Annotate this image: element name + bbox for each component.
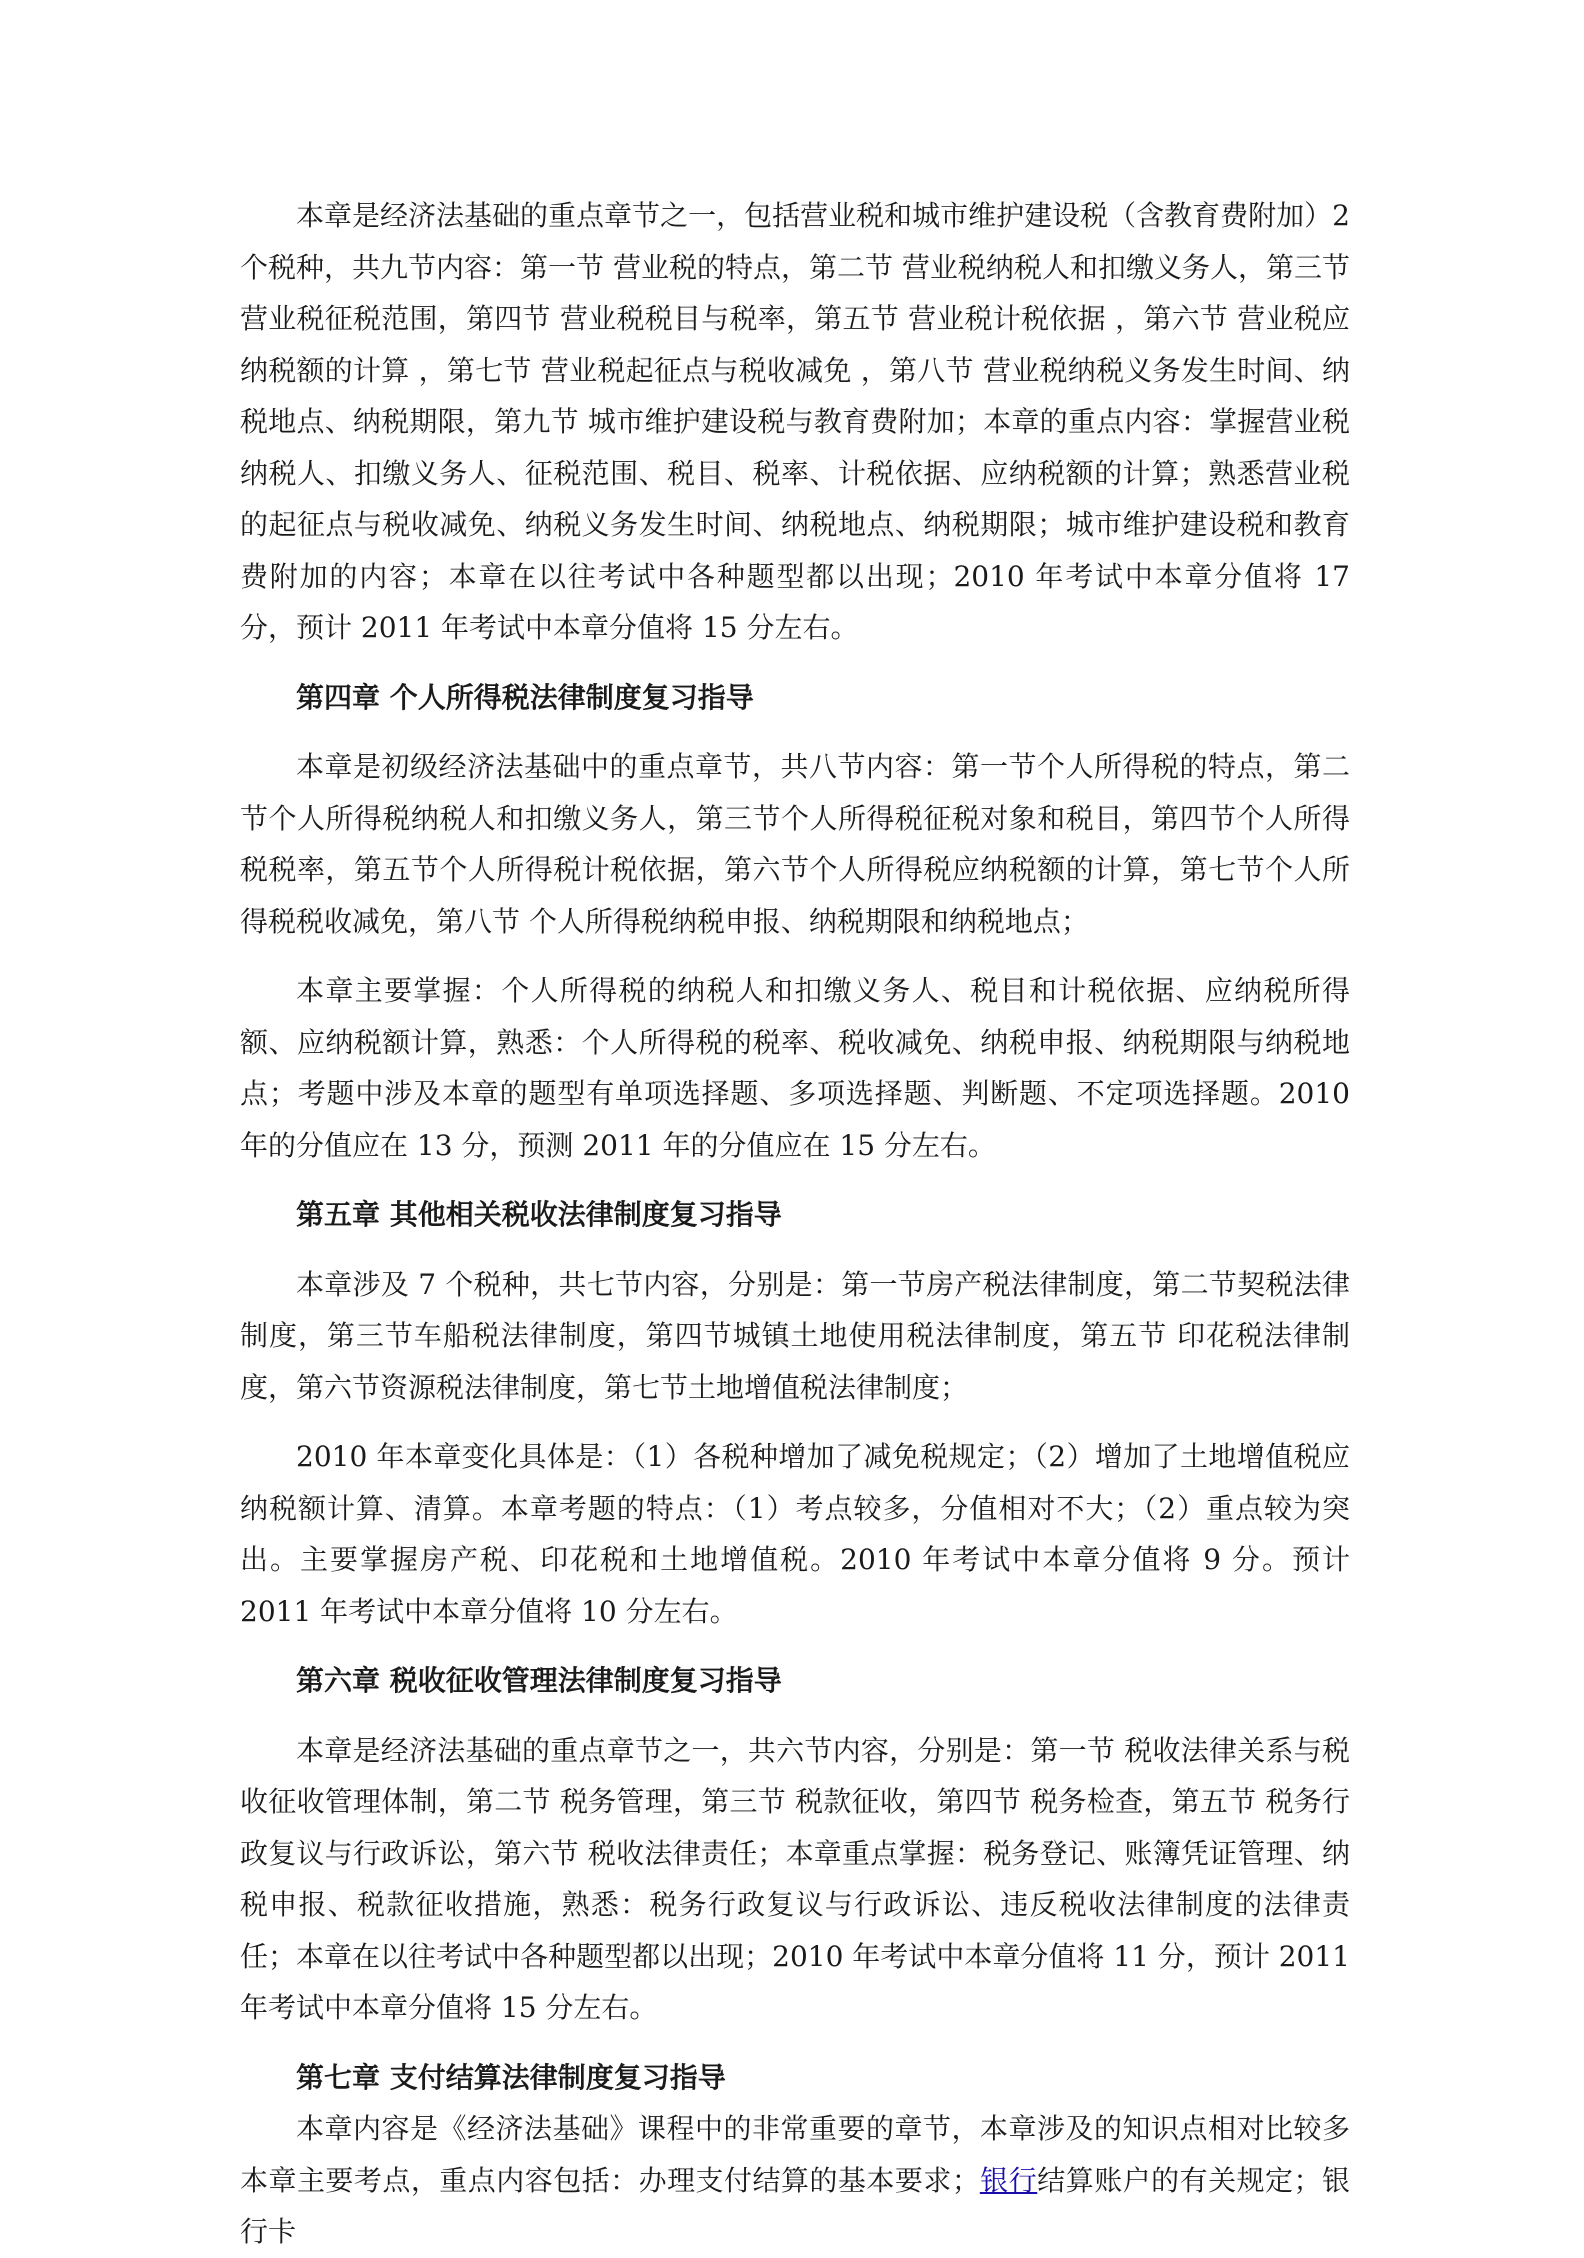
paragraph-text: 结算账户的有关规定；银行卡 [240,2163,1350,2248]
paragraph: 本章是初级经济法基础中的重点章节，共八节内容：第一节个人所得税的特点，第二节个人所得税纳税人和扣缴义务人，第三节个人所得税征税对象和税目，第四节个人所得税税率，第五节个人所得税计税依据，第六节个人所得税应纳税额的计算，第七节个人所得税税收减免，第八节 个人所得税纳税申报、纳税期限和纳税地点； [240,750,1350,938]
bank-link[interactable]: 银行 [979,2163,1038,2197]
paragraph: 本章主要掌握：个人所得税的纳税人和扣缴义务人、税目和计税依据、应纳税所得额、应纳税额计算，熟悉：个人所得税的税率、税收减免、纳税申报、纳税期限与纳税地点；考题中涉及本章的题型有单项选择题、多项选择题、判断题、不定项选择题。2010 年的分值应在 13 分，预测 2011 年的分值应在 15 分左右。 [240,974,1350,1162]
paragraph-text: 本章内容是《经济法基础》课程中的非常重要的章节，本章涉及的知识点相对比较多本章主要考点，重点内容包括：办理支付结算的基本要求； [240,2112,1350,2197]
paragraph: 本章是经济法基础的重点章节之一，共六节内容，分别是：第一节 税收法律关系与税收征收管理体制，第二节 税务管理，第三节 税款征收，第四节 税务检查，第五节 税务行政复议与行政诉讼，第六节 税收法律责任；本章重点掌握：税务登记、账簿凭证管理、纳税申报、税款征收措施，熟悉：税务行政复议与行政诉讼、违反税收法律制度的法律责任；本章在以往考试中各种题型都以出现；2010 年考试中本章分值将 11 分，预计 2011 年考试中本章分值将 15 分左右。 [240,1733,1350,2024]
chapter-heading: 第七章 支付结算法律制度复习指导 [296,2060,726,2094]
document-page [240,190,1350,2258]
paragraph: 本章涉及 7 个税种，共七节内容，分别是：第一节房产税法律制度，第二节契税法律制度，第三节车船税法律制度，第四节城镇土地使用税法律制度，第五节 印花税法律制度，第六节资源税法律制度，第七节土地增值税法律制度； [240,1267,1350,1404]
paragraph: 本章是经济法基础的重点章节之一，包括营业税和城市维护建设税（含教育费附加）2个税种，共九节内容：第一节 营业税的特点，第二节 营业税纳税人和扣缴义务人，第三节 营业税征税范围，第四节 营业税税目与税率，第五节 营业税计税依据 ，第六节 营业税应纳税额的计算 ，第七节 营业税起征点与税收减免 ，第八节 营业税纳税义务发生时间、纳税地点、纳税期限，第九节 城市维护建设税与教育费附加；本章的重点内容：掌握营业税纳税人、扣缴义务人、征税范围、税目、税率、计税依据、应纳税额的计算；熟悉营业税的起征点与税收减免、纳税义务发生时间、纳税地点、纳税期限；城市维护建设税和教育费附加的内容；本章在以往考试中各种题型都以出现；2010 年考试中本章分值将 17 分，预计 2011 年考试中本章分值将 15 分左右。 [240,199,1350,644]
paragraph: 2010 年本章变化具体是：（1）各税种增加了减免税规定；（2）增加了土地增值税应纳税额计算、清算。本章考题的特点：（1）考点较多，分值相对不大；（2）重点较为突出。主要掌握房产税、印花税和土地增值税。2010 年考试中本章分值将 9 分。预计 2011 年考试中本章分值将 10 分左右。 [240,1440,1350,1628]
chapter-heading: 第六章 税收征收管理法律制度复习指导 [296,1664,782,1697]
paragraph [240,2103,1350,2258]
chapter-heading: 第四章 个人所得税法律制度复习指导 [296,680,754,714]
chapter-heading: 第五章 其他相关税收法律制度复习指导 [296,1198,782,1231]
